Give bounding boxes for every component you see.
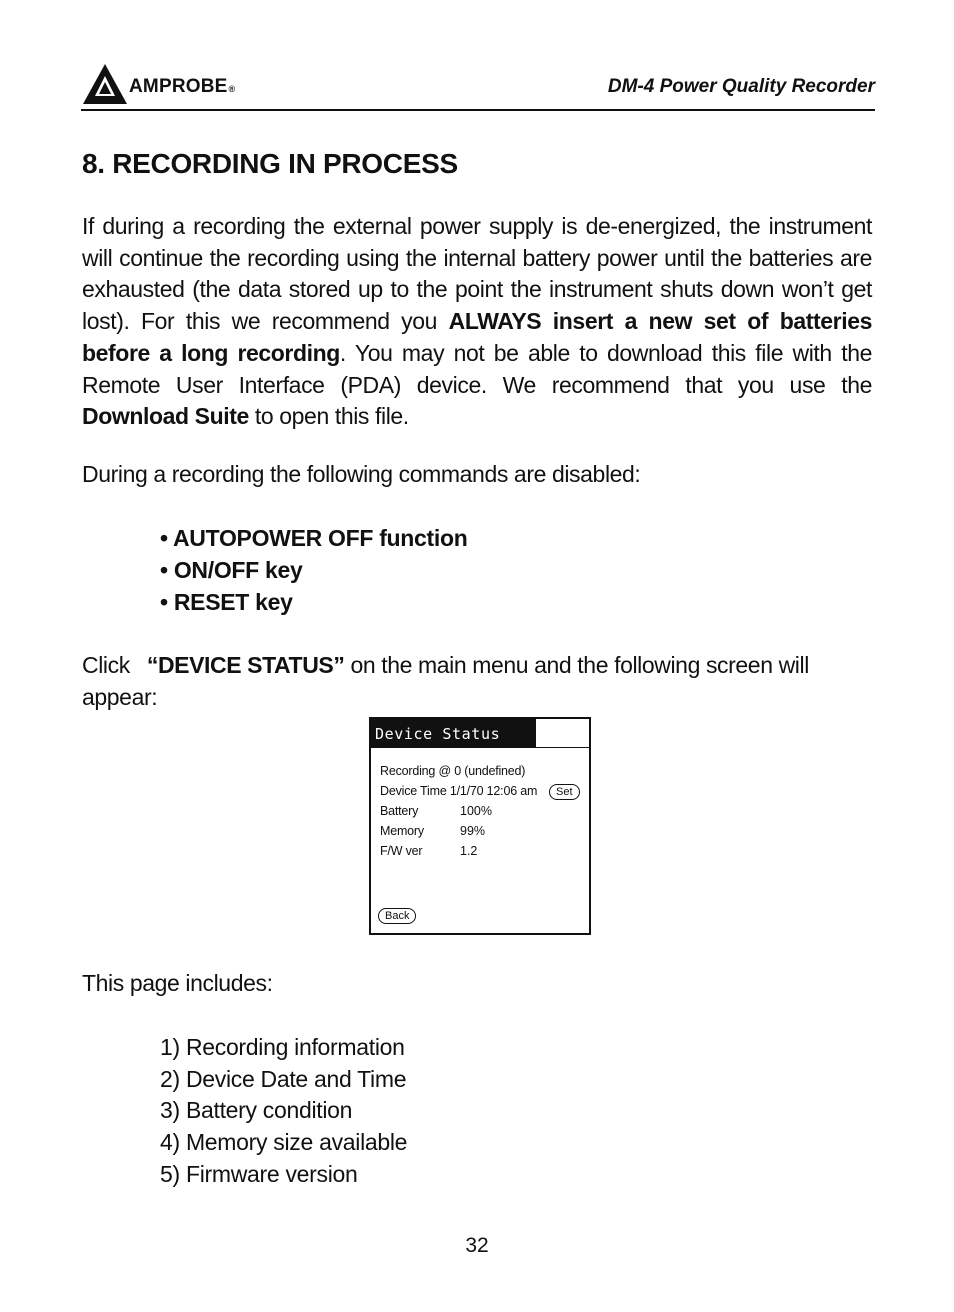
memory-label: Memory <box>380 824 424 838</box>
list-item: • ON/OFF key <box>160 557 303 583</box>
memory-value: 99% <box>460 824 486 838</box>
list-item: 3) Battery condition <box>160 1097 353 1124</box>
device-screen-title: Device Status <box>375 725 501 743</box>
amprobe-logo-icon <box>81 62 129 106</box>
intro-paragraph: If during a recording the external power supply is de-energized, the instrument will continue the recording using the internal battery power until the batteries are exhausted (the data stored up to the point the instrument shuts down won’t get lost). For this we recommend you ALWAYS insert a new set of batteries before a long recording. You may not be able to download this file with the Remote User Interface (PDA) device. We recommend that you use the Download Suite to open this file. <box>82 213 872 430</box>
firmware-label: F/W ver <box>380 844 423 858</box>
list-item: 2) Device Date and Time <box>160 1065 407 1092</box>
includes-list <box>160 1032 407 1191</box>
brand-name: AMPROBE® <box>129 76 236 97</box>
title-divider <box>371 747 589 748</box>
set-button[interactable]: Set <box>549 784 580 800</box>
battery-label: Battery <box>380 804 419 818</box>
device-time: Device Time 1/1/70 12:06 am <box>380 784 538 798</box>
recording-status: Recording @ 0 (undefined) <box>380 764 526 778</box>
back-button[interactable]: Back <box>378 908 416 924</box>
page-number: 32 <box>465 1234 489 1257</box>
list-item: 4) Memory size available <box>160 1129 408 1156</box>
device-title-bar <box>371 719 536 747</box>
document-title: DM-4 Power Quality Recorder <box>607 76 875 97</box>
disabled-commands-intro: During a recording the following commands are disabled: <box>82 461 641 487</box>
header-divider <box>81 109 875 111</box>
battery-value: 100% <box>460 804 492 818</box>
list-item: • RESET key <box>160 589 293 615</box>
disabled-commands-list <box>160 522 468 618</box>
list-item: • AUTOPOWER OFF function <box>160 525 468 551</box>
firmware-value: 1.2 <box>460 844 478 858</box>
includes-intro: This page includes: <box>82 970 273 996</box>
click-instruction: Click “DEVICE STATUS” on the main menu and the following screen will appear: <box>82 652 809 710</box>
section-title: 8. RECORDING IN PROCESS <box>82 148 458 179</box>
list-item: 1) Recording information <box>160 1034 405 1060</box>
list-item: 5) Firmware version <box>160 1160 358 1187</box>
device-status-screen <box>369 717 591 935</box>
page-header <box>81 60 875 110</box>
